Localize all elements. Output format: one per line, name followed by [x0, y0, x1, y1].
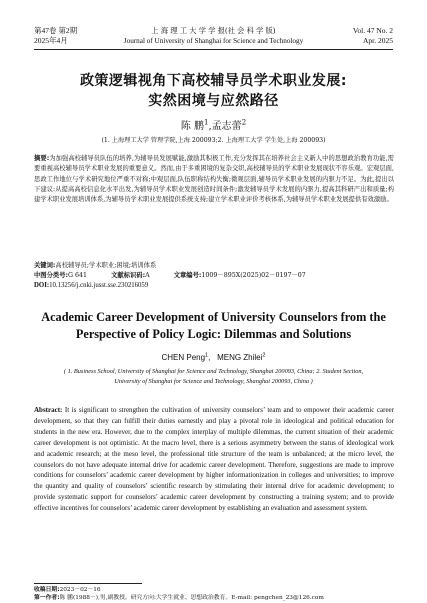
- en-affiliation: [30, 367, 397, 386]
- en-abstract-text: It is significant to strengthen the cultivation of university counselors’ team and to empower their academic career development, so that they can fulfill their duties earnestly and play a pivotal role in ideological and political education for students in the new era. However, due to the complex interplay of multiple dilemmas, the current situation of their academic career development is not optimistic. At the macro level, there is a serious asymmetry between the status of ideological work and academic research; at the meso level, the professional title structure of the team is unbalanced; at the micro level, the counselors do not have adequate internal drive for academic career development. Therefore, suggestions are made to improve conditions for counselors’ academic career development by higher informationization in colleges and universities; to improve the quantity and quality of counselors’ scientific research by stimulating their internal drive for academic development; to provide systematic support for counselors’ academic career development by constructing a training system; and to provide effective incentives for counselors’ academic career development by establishing an evaluation and assessment system.: [34, 406, 394, 513]
- cn-abstract: [34, 154, 394, 205]
- first-author-note: [34, 594, 394, 602]
- first-author-label: 第一作者:: [34, 595, 60, 602]
- cn-author-1-affil: 1: [204, 118, 209, 127]
- en-author-1-affil: 1: [205, 352, 209, 359]
- issue-date-cn: 2025年4月: [34, 36, 68, 45]
- footnote-divider: [34, 583, 142, 584]
- cn-author-1: 陈 鹏: [180, 121, 205, 132]
- journal-name-cn: 上 海 理 工 大 学 学 报(社 会 科 学 版): [151, 26, 276, 35]
- first-author-value: 陈 鹏(1988－),男,副教授。研究方向:大学生就业、思想政治教育。E-mail: pengchen_23@126.com: [59, 595, 324, 602]
- en-title-line1: Academic Career Development of University Counselors from the: [41, 310, 386, 324]
- clc-value: G 641: [68, 272, 88, 279]
- volume-issue: 第47卷 第2期: [34, 26, 78, 35]
- doi: [34, 281, 148, 291]
- cn-keywords-label: 关键词:: [34, 262, 56, 269]
- clc-label: 中图分类号:: [34, 272, 69, 279]
- en-author-2-affil: 2: [262, 352, 266, 359]
- article-no-value: 1009－895X(2025)02－0197－07: [201, 272, 306, 279]
- article-no-label: 文章编号:: [173, 272, 202, 279]
- received-date: [34, 586, 394, 594]
- header-divider: [34, 49, 393, 50]
- doi-label: DOI:: [34, 282, 50, 289]
- journal-name-en: Journal of University of Shanghai for Science and Technology: [123, 37, 304, 45]
- cn-keywords: [34, 261, 394, 271]
- en-authors: [0, 353, 427, 362]
- issue-date-en: Apr. 2025: [363, 36, 393, 45]
- cn-abstract-label: 摘要:: [34, 155, 50, 162]
- en-author-separator: ,: [208, 353, 218, 362]
- cn-title-line2: 实然困境与应然路径: [148, 93, 279, 109]
- doi-value: 10.13256/j.cnki.jusst.sse.230216059: [49, 282, 149, 289]
- received-value: 2023－02－16: [59, 587, 101, 593]
- cn-author-2-affil: 2: [241, 118, 247, 127]
- cn-classification: [34, 271, 394, 281]
- cn-keywords-text: 高校辅导员;学术职业;困境;培训体系: [55, 262, 157, 269]
- cn-authors: [0, 117, 427, 132]
- journal-volume-info-en: [353, 26, 393, 46]
- footnote: [34, 586, 394, 603]
- en-affiliation-line1: ( 1. Business School, University of Shanghai for Science and Technology, Shanghai 200093, China; 2. Student Section,: [63, 368, 364, 375]
- en-affiliation-line2: University of Shanghai for Science and Technology, Shanghai 200093, China ): [114, 377, 313, 385]
- en-author-2: MENG Zhilei: [217, 353, 263, 362]
- cn-author-separator: ,: [208, 121, 212, 132]
- cn-title: [0, 71, 427, 111]
- en-abstract: [34, 405, 394, 514]
- en-author-1: CHEN Peng: [161, 353, 206, 362]
- en-title-line2: Perspective of Policy Logic: Dilemmas and Solutions: [75, 327, 352, 341]
- cn-affiliation: (1. 上海理工大学 管理学院,上海 200093;2. 上海理工大学 学生处,上海 200093): [101, 137, 326, 144]
- en-title: [20, 309, 407, 343]
- cn-title-line1: 政策逻辑视角下高校辅导员学术职业发展:: [79, 73, 348, 89]
- doc-code-value: A: [145, 272, 150, 279]
- doc-code-label: 文献标识码:: [111, 272, 146, 279]
- volume-issue-en: Vol. 47 No. 2: [352, 26, 393, 35]
- received-label: 收稿日期:: [34, 587, 60, 593]
- cn-abstract-text: 为加强高校辅导员队伍的培养,为辅导员发展赋能,激励其积极工作,充分发挥其在培养社会主义新人中的思想政治教育功能,需要重视高校辅导员学术职业发展的重要意义。然而,由于多重困境的复杂交织,高校辅导员的学术职业发展现状不容乐观。宏观层面,思政工作地位与学术研究地位严重不对称;中观层面,队伍职称结构失衡;微观层面,辅导员学术职业发展的内驱力不足。为此,提出以下建议:从提高高校信息化水平出发,为辅导员学术职业发展创造时间条件;激发辅导员学术发展的内驱力,提高其科研产出和质量;构建学术职业发展培训体系,为辅导员学术职业发展提供系统支持;建立学术职业评价考核体系,为辅导员学术职业发展提供有效激励。: [34, 155, 394, 204]
- cn-author-2: 孟志蕾: [211, 121, 242, 132]
- en-abstract-label: Abstract:: [34, 406, 63, 414]
